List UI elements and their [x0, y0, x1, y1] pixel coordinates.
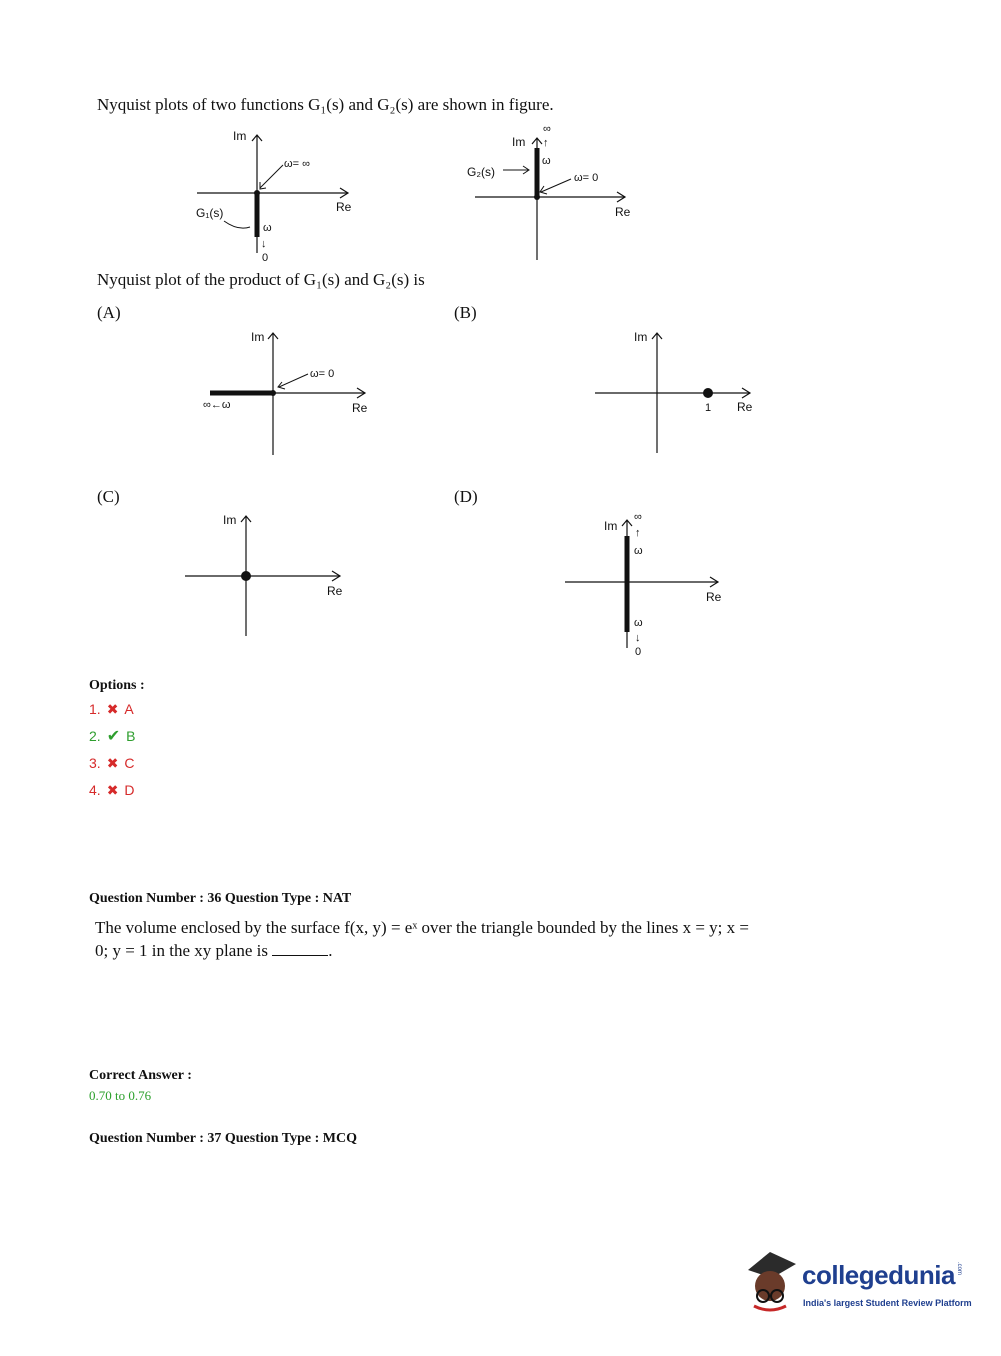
arrow-up-icon: ↑ [635, 527, 641, 539]
im-label: Im [233, 129, 247, 143]
re-label: Re [336, 200, 352, 214]
re-label: Re [352, 401, 368, 415]
re-label: Re [706, 590, 722, 604]
im-label: Im [223, 513, 237, 527]
re-label: Re [737, 400, 753, 414]
option-4[interactable] [89, 779, 135, 801]
zero-label: 0 [635, 646, 642, 658]
cross-icon: ✖ [106, 781, 119, 798]
omega-bottom-label: ω [634, 617, 643, 629]
omega-zero-label: ω= 0 [310, 368, 335, 380]
option-number: 2. [89, 728, 101, 744]
arrow-up-icon: ↑ [543, 137, 549, 149]
option-c-label: (C) [97, 487, 120, 506]
infinity-label: ∞ [634, 511, 642, 523]
omega-top-label: ω [634, 545, 643, 557]
option-letter: D [124, 782, 135, 798]
omega-label: ω [542, 155, 551, 167]
nyquist-figure-g1 [180, 125, 380, 265]
option-3[interactable] [89, 752, 135, 774]
answer-blank [272, 941, 328, 956]
infinity-omega-label: ∞←ω [203, 399, 231, 411]
function-label: G₂(s) [467, 165, 495, 179]
re-label: Re [615, 205, 631, 219]
im-label: Im [251, 330, 265, 344]
option-letter: B [126, 728, 136, 744]
brand-domain: .com [956, 1262, 962, 1276]
zero-label: 0 [262, 252, 269, 264]
question-36-line-1: The volume enclosed by the surface f(x, y) = eˣ over the triangle bounded by the lines x = y; x = [95, 918, 749, 937]
omega-label: ω [263, 222, 272, 234]
option-number: 4. [89, 782, 101, 798]
option-d-label: (D) [454, 487, 478, 506]
brand-tagline: India's largest Student Review Platform [803, 1298, 972, 1308]
arrow-down-icon: ↓ [261, 238, 267, 250]
question-36-text: 0; y = 1 in the xy plane is [95, 941, 268, 960]
option-number: 1. [89, 701, 101, 717]
option-a-label: (A) [97, 303, 121, 322]
check-icon: ✔ [106, 728, 121, 745]
omega-zero-label: ω= 0 [574, 172, 599, 184]
product-prompt: Nyquist plot of the product of G₁(s) and G₂(s) is [97, 270, 425, 289]
option-letter: A [124, 701, 134, 717]
nyquist-figure-g2 [460, 118, 660, 263]
options-list [89, 698, 135, 801]
options-heading: Options : [89, 678, 145, 693]
option-letter: C [124, 755, 135, 771]
option-d-plot [560, 508, 735, 660]
correct-answer-value: 0.70 to 0.76 [89, 1088, 152, 1103]
question-36-header: Question Number : 36 Question Type : NAT [89, 891, 352, 906]
collegedunia-logo[interactable] [740, 1248, 980, 1318]
mascot-icon [740, 1248, 802, 1316]
option-b-label: (B) [454, 303, 477, 322]
arrow-down-icon: ↓ [635, 632, 641, 644]
option-b-plot [590, 325, 770, 460]
option-c-plot [180, 510, 355, 640]
re-label: Re [327, 584, 343, 598]
cross-icon: ✖ [106, 700, 119, 717]
im-label: Im [634, 330, 648, 344]
option-a-plot [195, 325, 380, 460]
question-intro: Nyquist plots of two functions G₁(s) and G₂(s) are shown in figure. [97, 95, 554, 114]
brand-name: collegedunia [802, 1260, 955, 1290]
option-number: 3. [89, 755, 101, 771]
omega-infinity-label: ω= ∞ [284, 158, 310, 170]
question-36-line-2: 0; y = 1 in the xy plane is . [95, 941, 333, 960]
infinity-label: ∞ [543, 123, 551, 135]
question-37-header: Question Number : 37 Question Type : MCQ [89, 1131, 357, 1146]
function-label: G₁(s) [196, 206, 224, 220]
cross-icon: ✖ [106, 754, 119, 771]
correct-answer-heading: Correct Answer : [89, 1068, 192, 1083]
option-1[interactable] [89, 698, 135, 720]
option-2[interactable] [89, 725, 135, 747]
one-label: 1 [705, 402, 712, 414]
im-label: Im [604, 519, 618, 533]
im-label: Im [512, 135, 526, 149]
